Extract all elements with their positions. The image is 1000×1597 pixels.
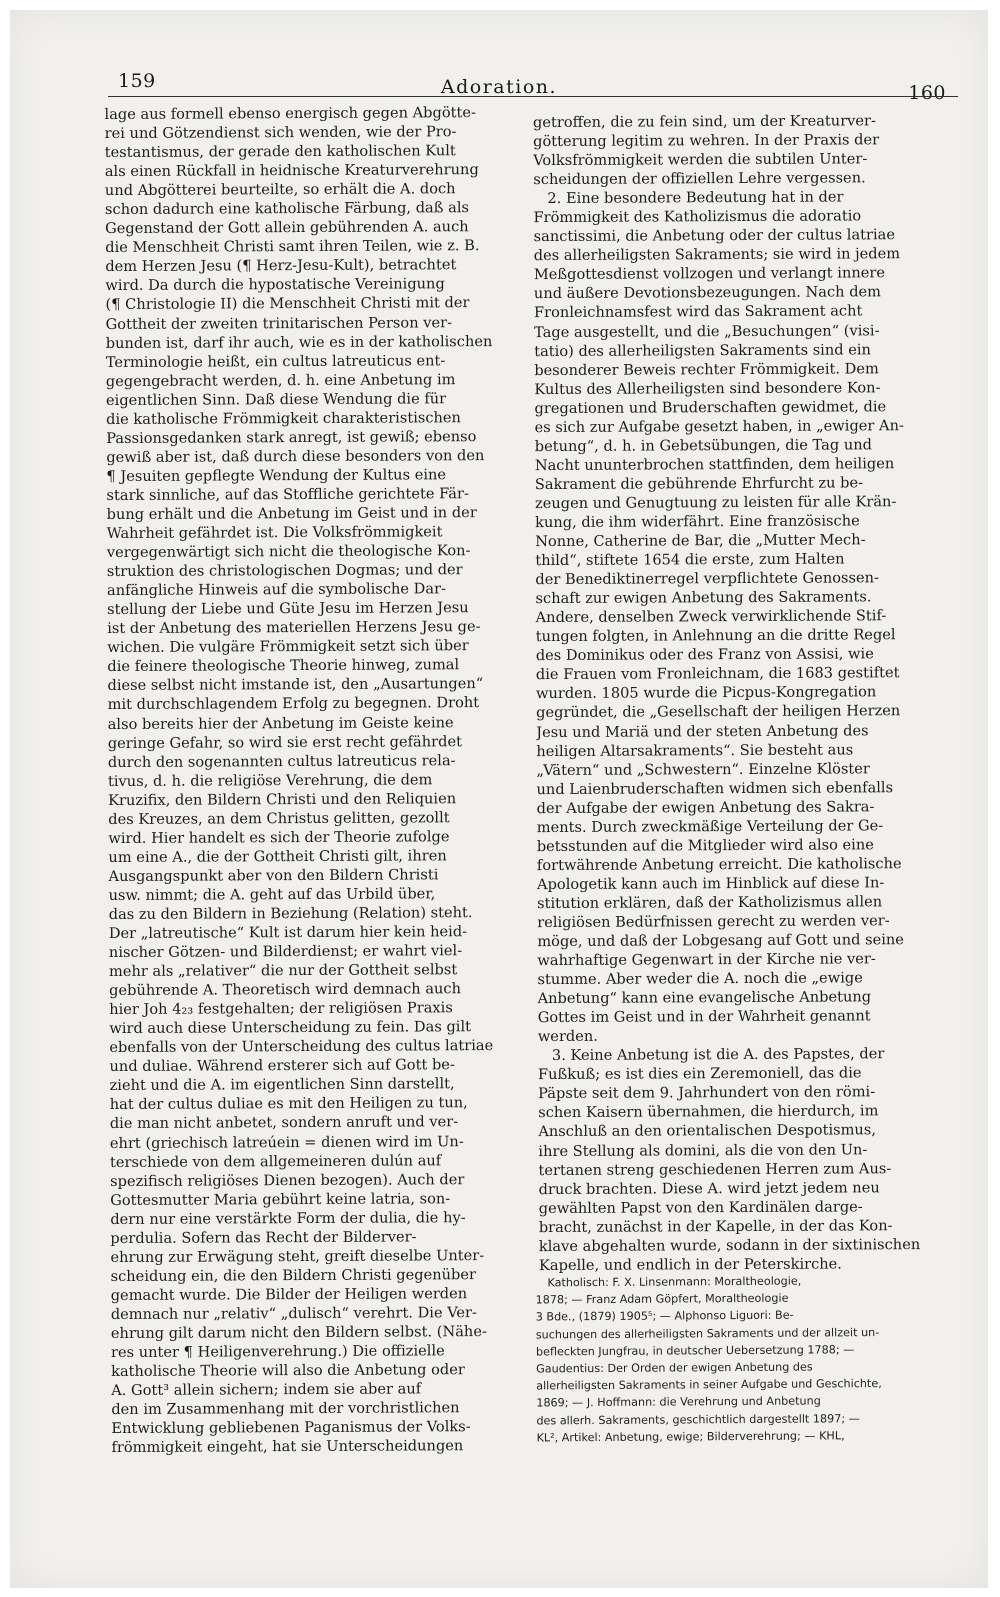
text-line: als einen Rückfall in heidnische Kreaturverehrung	[104, 161, 479, 181]
text-line: spezifisch religiöses Dienen bezogen). Auch der	[110, 1170, 465, 1190]
text-line: nischer Götzen- und Bilderdienst; er wahrt viel-	[108, 942, 463, 962]
text-line: bunden ist, darf ihr auch, wie es in der katholischen	[105, 332, 493, 352]
text-line: und duliae. Während ersterer sich auf Gott be-	[109, 1056, 455, 1076]
text-line: klave abgehalten wurde, sodann in der sixtinischen	[538, 1235, 921, 1255]
text-line: hier Joh 4₂₃ festgehalten; der religiösen Praxis	[109, 999, 453, 1019]
text-line: Der „latreutische“ Kult ist darum hier kein heid-	[108, 923, 468, 943]
text-line: das zu den Bildern in Beziehung (Relation) steht.	[108, 904, 473, 924]
left-text-column	[104, 103, 507, 1457]
text-line: Nacht ununterbrochen stattfinden, dem heiligen	[534, 455, 895, 474]
text-line: des Kreuzes, an dem Christus gelitten, gezollt	[108, 808, 450, 828]
text-line: schen Kaisern übernahmen, die hierdurch, im	[538, 1102, 879, 1122]
text-line: besonderer Beweis rechter Frömmigkeit. Dem	[534, 359, 879, 379]
text-line: tatio) des allerheiligsten Sakraments sind ein	[534, 340, 871, 360]
text-line: götterung legitim zu wehren. In der Praxis der	[533, 131, 880, 151]
text-line: A. Gott³ allein sichern; indem sie aber auf	[111, 1380, 422, 1400]
text-line: terschiede von dem allgemeineren dulún auf	[109, 1151, 442, 1171]
text-line: druck brachten. Diese A. wird jetzt jedem neu	[538, 1178, 880, 1198]
text-line: heiligen Altarsakraments“. Sie besteht aus	[536, 740, 854, 760]
text-line: usw. nimmt; die A. geht auf das Urbild über,	[108, 885, 436, 904]
text-line: Päpste seit dem 9. Jahrhundert von den römi-	[538, 1083, 876, 1103]
text-line: Wahrheit gefährdet ist. Die Volksfrömmigkeit	[106, 523, 443, 543]
text-line: scheidung ein, die den Bildern Christi gegenüber	[110, 1265, 477, 1285]
text-line: Fronleichnamsfest wird das Sakrament acht	[533, 302, 863, 322]
text-line: Gottesmutter Maria gebührt keine latria, son-	[110, 1189, 451, 1209]
text-line: schaft zur ewigen Anbetung des Sakraments.	[535, 588, 872, 608]
bibliography-line: Katholisch: F. X. Linsenmann: Moraltheologie,	[547, 1274, 802, 1290]
bibliography-line: suchungen des allerheiligsten Sakraments und der allzeit un-	[535, 1325, 880, 1342]
text-line: der Aufgabe der ewigen Anbetung des Sakra-	[536, 797, 875, 817]
text-line: Ausgangspunkt aber von den Bildern Christi	[108, 866, 439, 885]
text-line: wichen. Die vulgäre Frömmigkeit setzt sich über	[107, 637, 469, 657]
text-line: Meßgottesdienst vollzogen und verlangt innere	[533, 264, 886, 284]
text-line: 2. Eine besondere Bedeutung hat in der	[547, 188, 844, 208]
text-line: Terminologie heißt, ein cultus latreuticus ent-	[105, 351, 446, 371]
text-line: gemacht wurde. Die Bilder der Heiligen werden	[110, 1285, 468, 1304]
text-line: dem Herzen Jesu (¶ Herz-Jesu-Kult), betrachtet	[105, 256, 457, 276]
text-line: res unter ¶ Heiligenverehrung.) Die offizielle	[110, 1342, 445, 1362]
text-line: tivus, d. h. die religiöse Verehrung, die dem	[107, 770, 433, 790]
text-line: ehrung zur Erwägung steht, greift dieselbe Unter-	[110, 1246, 485, 1266]
bibliography-line: allerheiligsten Sakraments in seiner Aufgabe und Geschichte,	[536, 1377, 882, 1393]
text-line: stark sinnliche, auf das Stoffliche gerichtete Fär-	[106, 485, 469, 504]
text-line: geringe Gefahr, so wird sie erst recht gefährdet	[107, 732, 462, 752]
text-line: Kruzifix, den Bildern Christi und den Reliquien	[108, 789, 457, 809]
text-line: die Menschheit Christi samt ihren Teilen, wie z. B.	[105, 237, 480, 257]
text-line: wahrhaftige Gegenwart in der Kirche nie ver-	[537, 950, 876, 970]
text-line: religiösen Bedürfnissen gerecht zu werden ver-	[537, 912, 890, 932]
bibliography-line: befleckten Jungfrau, in deutscher Uebersetzung 1788; —	[535, 1343, 855, 1359]
text-line: testantismus, der gerade den katholischen Kult	[104, 142, 456, 162]
text-line: mehr als „relativer“ die nur der Gottheit selbst	[108, 961, 458, 981]
text-line: Kultus des Allerheiligsten sind besondere Kon-	[534, 378, 881, 398]
text-line: fortwährende Anbetung erreicht. Die katholische	[536, 854, 902, 874]
bibliography-line: 1878; — Franz Adam Göpfert, Moraltheologie	[535, 1291, 789, 1307]
text-line: thild“, stiftete 1654 die erste, zum Halten	[535, 550, 845, 570]
text-line: lage aus formell ebenso energisch gegen Abgötte-	[104, 104, 476, 124]
text-line: bung erhält und die Anbetung im Geist und in der	[106, 504, 477, 524]
text-line: Tage ausgestellt, und die „Besuchungen“ (visi-	[534, 321, 880, 341]
text-line: werden.	[537, 1028, 598, 1046]
text-line: struktion des christologischen Dogmas; und der	[106, 561, 463, 581]
text-line: gregationen und Bruderschaften gewidmet, die	[534, 397, 887, 417]
page-number-left: 159	[118, 70, 156, 92]
text-line: (¶ Christologie II) die Menschheit Christi mit der	[105, 294, 470, 314]
text-line: tungen folgten, in Anlehnung an die dritte Regel	[535, 626, 896, 646]
text-line: und Abgötterei beurteilte, so erhält die A. doch	[104, 180, 456, 200]
bibliography-line: des allerh. Sakraments, geschichtlich dargestellt 1897; —	[536, 1411, 860, 1428]
text-line: den im Zusammenhang mit der vorchristlichen	[111, 1399, 460, 1419]
text-line: Frömmigkeit des Katholizismus die adoratio	[533, 207, 862, 227]
bibliography-line: Gaudentius: Der Orden der ewigen Anbetung des	[536, 1360, 813, 1376]
text-line: gebührende A. Theoretisch wird demnach auch	[109, 980, 462, 1000]
text-line: Gottheit der zweiten trinitarischen Person ver-	[105, 313, 453, 333]
text-line: „Vätern“ und „Schwestern“. Einzelne Klöster	[536, 759, 870, 779]
text-line: die man nicht anbetet, sondern anruft und ver-	[109, 1113, 459, 1133]
text-line: Entwicklung gebliebenen Paganismus der Volks-	[111, 1418, 471, 1438]
text-line: des allerheiligsten Sakraments; sie wird in jedem	[533, 245, 901, 265]
text-line: Gegenstand der Gott allein gebührenden A. auch	[105, 218, 469, 238]
text-line: durch den sogenannten cultus latreuticus rela-	[107, 751, 456, 771]
text-line: wird auch diese Unterscheidung zu fein. Das gilt	[109, 1018, 472, 1038]
text-line: ments. Durch zweckmäßige Verteilung der Ge-	[536, 816, 884, 836]
text-line: wurden. 1805 wurde die Picpus-Kongregation	[535, 683, 877, 703]
text-line: Anbetung“ kann eine evangelische Anbetung	[537, 988, 872, 1008]
text-line: Gottes im Geist und in der Wahrheit genannt	[537, 1007, 871, 1027]
text-line: frömmigkeit eingeht, hat sie Unterscheidungen	[111, 1437, 464, 1457]
text-line: 3. Keine Anbetung ist die A. des Papstes, der	[551, 1045, 885, 1065]
text-line: Apologetik kann auch im Hinblick auf diese In-	[536, 874, 885, 893]
text-line: Fußkuß; es ist dies ein Zeremoniell, das die	[537, 1064, 862, 1084]
text-line: zieht und die A. im eigentlichen Sinn darstellt,	[109, 1075, 455, 1095]
text-line: es sich zur Aufgabe gesetzt haben, in „ewiger An-	[534, 416, 904, 436]
text-line: stumme. Aber weder die A. noch die „ewige	[537, 969, 863, 989]
text-line: möge, und daß der Lobgesang auf Gott und seine	[537, 931, 904, 951]
text-line: vergegenwärtigt sich nicht die theologische Kon-	[106, 542, 471, 562]
text-line: ihre Stellung als domini, als die von den Un-	[538, 1140, 868, 1160]
text-line: wird. Da durch die hypostatische Vereinigung	[105, 275, 445, 295]
text-line: getroffen, die zu fein sind, um der Kreaturver-	[532, 112, 876, 132]
text-line: und äußere Devotionsbezeugungen. Nach dem	[533, 283, 882, 303]
text-line: ist der Anbetung des materiellen Herzens Jesu ge-	[107, 618, 481, 638]
text-line: also bereits hier der Anbetung im Geiste keine	[107, 713, 454, 733]
text-line: eigentlichen Sinn. Daß diese Wendung die für	[105, 389, 447, 409]
text-line: rei und Götzendienst sich wenden, wie der Pro-	[104, 123, 457, 143]
text-line: ehrt (griechisch latreúein = dienen wird im Un-	[109, 1132, 464, 1152]
text-line: die feinere theologische Theorie hinweg, zumal	[107, 656, 460, 676]
page-number-right: 160	[908, 82, 946, 104]
running-title: Adoration.	[440, 76, 558, 98]
text-line: der Benediktinerregel verpflichtete Genossen-	[535, 569, 879, 589]
text-line: gegengebracht werden, d. h. eine Anbetung im	[105, 370, 456, 390]
text-line: stellung der Liebe und Güte Jesu im Herzen Jesu	[107, 599, 469, 619]
text-line: bracht, zunächst in der Kapelle, in der das Kon-	[538, 1216, 893, 1236]
bibliography-line: 1869; — J. Hoffmann: die Verehrung und Anbetung	[536, 1394, 821, 1410]
text-line: sanctissimi, die Anbetung oder der cultus latriae	[533, 226, 896, 246]
text-line: Anschluß an den orientalischen Despotismus,	[538, 1121, 876, 1141]
bibliography-line: KL², Artikel: Anbetung, ewige; Bilderverehrung; — KHL,	[536, 1429, 845, 1445]
text-line: Jesu und Mariä und der steten Anbetung des	[536, 721, 869, 741]
text-line: tertanen streng geschiedenen Herren zum Aus-	[538, 1159, 892, 1179]
text-line: scheidungen der offiziellen Lehre vergessen.	[533, 169, 866, 189]
text-line: gewählten Papst von den Kardinälen darge-	[538, 1198, 863, 1217]
text-line: des Dominikus oder des Franz von Assisi, wie	[535, 645, 874, 665]
text-line: Andere, denselben Zweck verwirklichende Stif-	[535, 607, 887, 627]
text-line: um eine A., die der Gottheit Christi gilt, ihren	[108, 847, 447, 866]
right-text-column	[533, 111, 952, 1275]
text-line: anfängliche Hinweis auf die symbolische Dar-	[106, 580, 446, 600]
text-line: und Laienbruderschaften widmen sich ebenfalls	[536, 778, 894, 798]
text-line: stitution erklären, daß der Katholizismus allen	[537, 893, 883, 913]
text-line: demnach nur „relativ“ „dulisch“ verehrt. Die Ver-	[110, 1304, 477, 1323]
text-line: gegründet, die „Gesellschaft der heiligen Herzen	[536, 702, 901, 722]
text-line: perdulia. Sofern das Recht der Bilderver-	[110, 1228, 417, 1247]
text-line: ehrung gilt darum nicht den Bildern selbst. (Nähe-	[110, 1323, 487, 1343]
text-line: Sakrament die gebührende Ehrfurcht zu be-	[534, 474, 864, 493]
bibliography-line: 3 Bde., (1879) 1905⁵; — Alphonso Liguori: Be-	[535, 1309, 794, 1324]
text-line: gewiß aber ist, daß durch diese besonders von den	[106, 446, 485, 466]
text-line: betsstunden auf die Mitglieder wird also eine	[536, 836, 874, 855]
text-line: mit durchschlagendem Erfolg zu begegnen. Droht	[107, 694, 480, 714]
text-line: ebenfalls von der Unterscheidung des cultus latriae	[109, 1037, 494, 1057]
text-line: Passionsgedanken stark anregt, ist gewiß; ebenso	[106, 427, 477, 447]
bibliography-block	[535, 1272, 949, 1447]
text-line: diese selbst nicht imstande ist, den „Ausartungen“	[107, 675, 484, 695]
text-line: Kapelle, und endlich in der Peterskirche.	[538, 1255, 842, 1274]
text-line: dern nur eine verstärkte Form der dulia, die hy-	[110, 1208, 466, 1228]
text-line: katholische Theorie will also die Anbetung oder	[111, 1361, 465, 1381]
text-line: die katholische Frömmigkeit charakteristischen	[106, 408, 461, 428]
text-line: hat der cultus duliae es mit den Heiligen zu tun,	[109, 1094, 468, 1114]
text-line: Volksfrömmigkeit werden die subtilen Unter-	[533, 150, 868, 170]
text-line: kung, die ihm widerfährt. Eine französische	[535, 512, 860, 532]
text-line: schon dadurch eine katholische Färbung, daß als	[104, 199, 470, 219]
text-line: zeugen und Genugtuung zu leisten für alle Krän-	[534, 493, 897, 513]
text-line: ¶ Jesuiten gepflegte Wendung der Kultus eine	[106, 466, 447, 485]
text-line: wird. Hier handelt es sich der Theorie zufolge	[108, 828, 450, 847]
header-rule	[108, 96, 958, 97]
text-line: betung“, d. h. in Gebetsübungen, die Tag und	[534, 436, 873, 455]
text-line: die Frauen vom Fronleichnam, die 1683 gestiftet	[535, 664, 900, 684]
text-line: Nonne, Catherine de Bar, die „Mutter Mech-	[535, 531, 866, 551]
